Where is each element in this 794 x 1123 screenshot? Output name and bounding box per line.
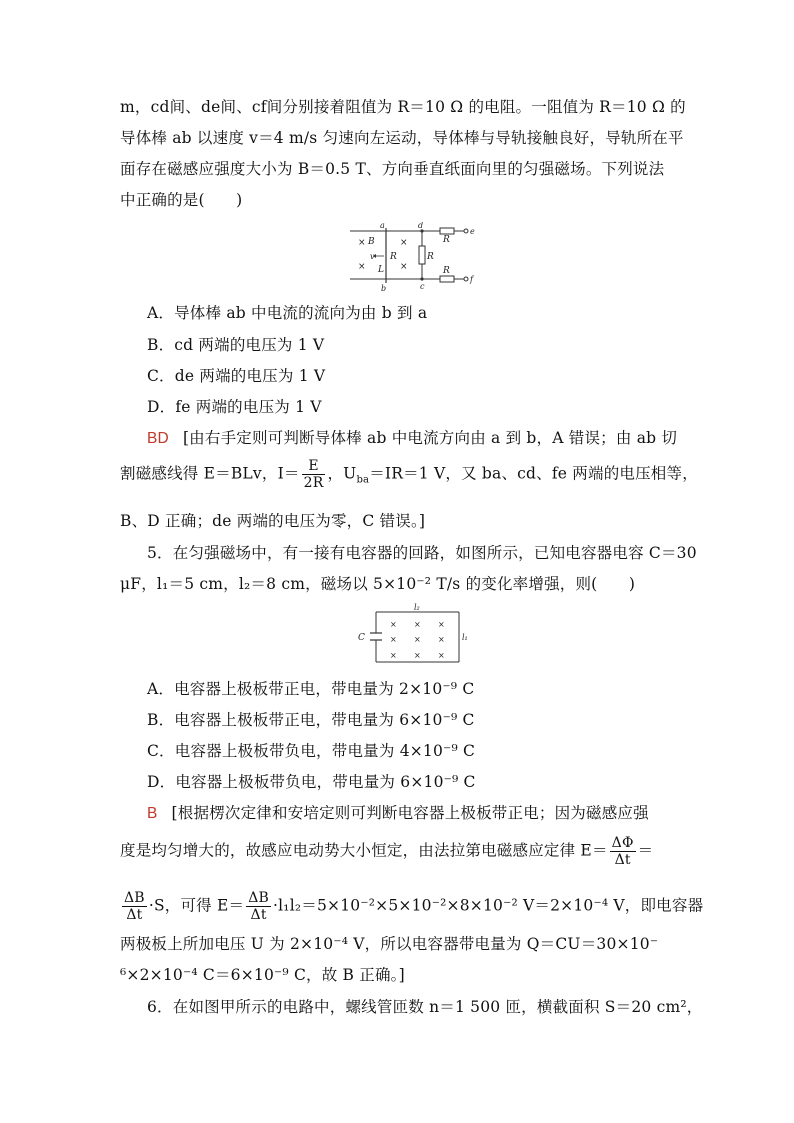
- q4-option-c: C．de 两端的电压为 1 V: [147, 367, 326, 385]
- fraction: $\frac{\Delta\Phi}{\Delta t}$: [611, 835, 634, 868]
- label-R-de: R: [443, 235, 450, 245]
- label-d: d: [418, 222, 424, 230]
- cross-mark: ×: [414, 635, 421, 644]
- cross-mark: ×: [358, 262, 366, 272]
- cross-mark: ×: [400, 238, 408, 248]
- q5-option-d: D．电容器上极板带负电，带电量为 6×10⁻⁹ C: [147, 773, 476, 791]
- q4-text-line: m，cd间、de间、cf间分别接着阻值为 R＝10 Ω 的电阻。一阻值为 R＝10 Ω 的: [120, 98, 686, 116]
- cross-mark: ×: [400, 262, 408, 272]
- label-L: L: [378, 265, 384, 275]
- q4-text-line: 中正确的是( ): [120, 191, 243, 209]
- q5-stem-line: μF，l₁＝5 cm，l₂＝8 cm，磁场以 5×10⁻² T/s 的变化率增强，则( ): [120, 575, 636, 593]
- q4-explanation: BD [由右手定则可判断导体棒 ab 中电流方向由 a 到 b，A 错误；由 ab 切: [147, 429, 678, 447]
- cross-mark: ×: [390, 651, 397, 660]
- label-R-cd: R: [427, 252, 434, 262]
- label-l2: l₂: [414, 603, 420, 612]
- cross-mark: ×: [390, 620, 397, 629]
- cross-mark: ×: [358, 238, 366, 248]
- label-R-cf: R: [443, 266, 450, 276]
- q6-stem-line: 6．在如图甲所示的电路中，螺线管匝数 n＝1 500 匝，横截面积 S＝20 cm²，: [147, 998, 703, 1016]
- q4-option-d: D．fe 两端的电压为 1 V: [147, 398, 322, 416]
- cross-mark: ×: [414, 620, 421, 629]
- q5-explanation-line: ⁶×2×10⁻⁴ C＝6×10⁻⁹ C，故 B 正确。]: [120, 966, 405, 984]
- label-a: a: [380, 222, 385, 230]
- label-B: B: [368, 237, 375, 247]
- label-b: b: [381, 284, 387, 292]
- q5-explanation-line: $\frac{\Delta B}{\Delta t}$ ·S，可得 E＝ $\frac{\Delta B}{\Delta t}$ ·l₁l₂＝5×10⁻²×5×10⁻²×8×10⁻² V＝2×10⁻⁴ V，即电容器: [124, 890, 704, 923]
- label-v: v: [370, 252, 375, 261]
- fraction: $\frac{E}{2R}$: [303, 458, 324, 491]
- cross-mark: ×: [390, 635, 397, 644]
- q5-explanation: B [根据楞次定律和安培定则可判断电容器上极板带正电；因为磁感应强: [147, 804, 649, 822]
- label-c: c: [420, 282, 425, 291]
- q5-option-a: A．电容器上极板带正电，带电量为 2×10⁻⁹ C: [147, 680, 475, 698]
- label-R-rod: R: [390, 252, 397, 262]
- label-l1: l₁: [462, 633, 468, 642]
- q5-explanation-line: 两极板上所加电压 U 为 2×10⁻⁴ V，所以电容器带电量为 Q＝CU＝30×10⁻: [120, 935, 659, 953]
- q5-explanation-line: 度是均匀增大的，故感应电动势大小恒定，由法拉第电磁感应定律 E＝ $\frac{\Delta\Phi}{\Delta t}$ ＝: [120, 835, 654, 868]
- label-C: C: [358, 633, 365, 643]
- q4-option-b: B．cd 两端的电压为 1 V: [147, 336, 325, 354]
- q4-answer-key: BD: [147, 430, 169, 447]
- fraction: $\frac{\Delta B}{\Delta t}$: [124, 890, 145, 923]
- cross-mark: ×: [414, 651, 421, 660]
- label-f: f: [470, 275, 473, 284]
- q4-explanation-line: 割磁感线得 E＝BLv，I＝ $\frac{E}{2R}$ ，$U_{ba}=IR=1$ V，又 ba、cd、fe 两端的电压相等，: [120, 458, 698, 491]
- q4-text-line: 导体棒 ab 以速度 v＝4 m/s 匀速向左运动，导体棒与导轨接触良好，导轨所在平: [120, 129, 684, 147]
- q5-option-c: C．电容器上极板带负电，带电量为 4×10⁻⁹ C: [147, 742, 476, 760]
- q4-explanation-line: B、D 正确；de 两端的电压为零，C 错误。]: [120, 512, 426, 530]
- q5-stem-line: 5．在匀强磁场中，有一接有电容器的回路，如图所示，已知电容器电容 C＝30: [147, 544, 697, 562]
- q4-text-line: 面存在磁感应强度大小为 B＝0.5 T、方向垂直纸面向里的匀强磁场。下列说法: [120, 160, 665, 178]
- cross-mark: ×: [438, 651, 445, 660]
- cross-mark: ×: [438, 635, 445, 644]
- q5-option-b: B．电容器上极板带正电，带电量为 6×10⁻⁹ C: [147, 711, 475, 729]
- q5-circuit-figure: [356, 602, 472, 666]
- cross-mark: ×: [438, 620, 445, 629]
- q5-answer-key: B: [147, 805, 158, 822]
- fraction: $\frac{\Delta B}{\Delta t}$: [248, 890, 270, 923]
- q4-option-a: A．导体棒 ab 中电流的流向为由 b 到 a: [147, 304, 428, 322]
- q4-circuit-figure: [348, 222, 482, 292]
- label-e: e: [470, 227, 475, 236]
